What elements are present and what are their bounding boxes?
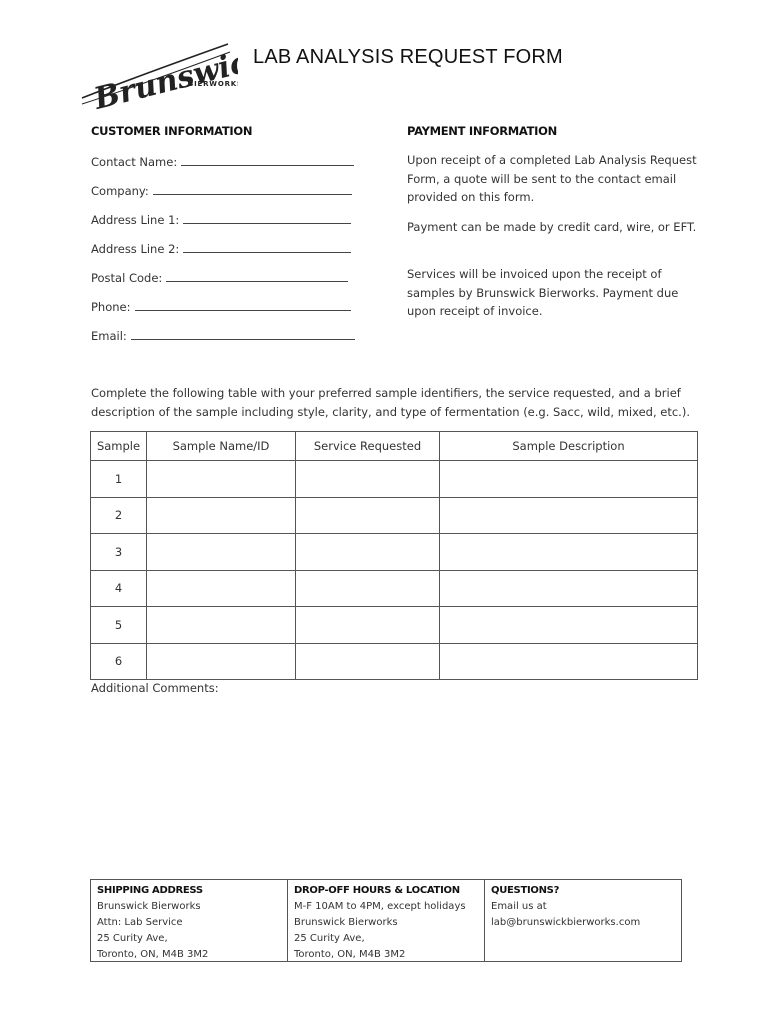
address-line-2-label: Address Line 2:: [91, 242, 180, 256]
contact-name-field[interactable]: [91, 153, 354, 169]
dropoff-line: Brunswick Bierworks: [294, 917, 398, 928]
col-header-description: Sample Description: [440, 432, 698, 461]
sample-description-cell[interactable]: [440, 497, 698, 534]
questions-email-link[interactable]: lab@brunswickbierworks.com: [491, 917, 641, 928]
shipping-address-section: [91, 880, 287, 961]
sample-name-cell[interactable]: [147, 607, 296, 644]
questions-line: Email us at: [491, 901, 547, 912]
shipping-line: Brunswick Bierworks: [97, 901, 201, 912]
payment-paragraph-quote: Upon receipt of a completed Lab Analysis Request Form, a quote will be sent to the contact email provided on this form.: [407, 153, 697, 204]
col-header-service: Service Requested: [296, 432, 440, 461]
sample-description-cell[interactable]: [440, 607, 698, 644]
service-requested-cell[interactable]: [296, 643, 440, 680]
payment-info-heading: PAYMENT INFORMATION: [407, 124, 557, 138]
phone-field[interactable]: [91, 298, 351, 314]
sample-number: 3: [91, 534, 147, 571]
sample-description-cell[interactable]: [440, 534, 698, 571]
address-line-1-field[interactable]: [91, 211, 351, 227]
table-row: [91, 461, 698, 498]
logo-subtext: BIERWORKS: [188, 80, 238, 88]
sample-name-cell[interactable]: [147, 497, 296, 534]
contact-info-box: [90, 879, 682, 962]
sample-number: 4: [91, 570, 147, 607]
dropoff-section: [287, 880, 484, 961]
col-header-sample: Sample: [91, 432, 147, 461]
sample-number: 1: [91, 461, 147, 498]
page-title: LAB ANALYSIS REQUEST FORM: [253, 46, 563, 68]
dropoff-line: M-F 10AM to 4PM, except holidays: [294, 901, 466, 912]
customer-info-heading: CUSTOMER INFORMATION: [91, 124, 253, 138]
payment-paragraph-methods: Payment can be made by credit card, wire, or EFT.: [407, 220, 697, 234]
shipping-line: 25 Curity Ave,: [97, 933, 168, 944]
questions-heading: QUESTIONS?: [491, 885, 560, 896]
service-requested-cell[interactable]: [296, 570, 440, 607]
payment-paragraph-invoice: Services will be invoiced upon the receipt of samples by Brunswick Bierworks. Payment due upon receipt of invoice.: [407, 267, 679, 318]
sample-description-cell[interactable]: [440, 461, 698, 498]
company-line[interactable]: [153, 182, 352, 195]
company-field[interactable]: [91, 182, 352, 198]
sample-description-cell[interactable]: [440, 570, 698, 607]
table-row: [91, 643, 698, 680]
table-row: [91, 534, 698, 571]
postal-code-field[interactable]: [91, 269, 348, 285]
email-label: Email:: [91, 329, 127, 343]
additional-comments-label: Additional Comments:: [91, 681, 219, 695]
service-requested-cell[interactable]: [296, 607, 440, 644]
address-line-2-line[interactable]: [183, 240, 351, 253]
address-line-1-label: Address Line 1:: [91, 213, 180, 227]
dropoff-line: 25 Curity Ave,: [294, 933, 365, 944]
address-line-1-line[interactable]: [183, 211, 351, 224]
sample-table: [90, 431, 698, 680]
sample-name-cell[interactable]: [147, 643, 296, 680]
logo-wordmark: Brunswick: [90, 39, 238, 112]
phone-line[interactable]: [135, 298, 351, 311]
contact-name-label: Contact Name:: [91, 155, 178, 169]
questions-section: [484, 880, 681, 961]
postal-code-label: Postal Code:: [91, 271, 163, 285]
postal-code-line[interactable]: [166, 269, 348, 282]
shipping-line: Attn: Lab Service: [97, 917, 183, 928]
shipping-line: Toronto, ON, M4B 3M2: [97, 949, 209, 960]
table-row: [91, 497, 698, 534]
email-field[interactable]: [91, 327, 355, 343]
service-requested-cell[interactable]: [296, 534, 440, 571]
sample-description-cell[interactable]: [440, 643, 698, 680]
col-header-sample-name: Sample Name/ID: [147, 432, 296, 461]
sample-name-cell[interactable]: [147, 534, 296, 571]
table-row: [91, 607, 698, 644]
sample-number: 2: [91, 497, 147, 534]
table-instructions: Complete the following table with your preferred sample identifiers, the service requested, and a brief description of the sample including style, clarity, and type of fermentation (e.g. Sacc, wild, mixed, etc.).: [91, 386, 690, 419]
shipping-heading: SHIPPING ADDRESS: [97, 885, 203, 896]
table-header-row: [91, 432, 698, 461]
brunswick-logo: [78, 36, 238, 112]
sample-number: 6: [91, 643, 147, 680]
table-row: [91, 570, 698, 607]
contact-name-line[interactable]: [181, 153, 354, 166]
sample-number: 5: [91, 607, 147, 644]
sample-name-cell[interactable]: [147, 461, 296, 498]
dropoff-heading: DROP-OFF HOURS & LOCATION: [294, 885, 460, 896]
service-requested-cell[interactable]: [296, 497, 440, 534]
sample-name-cell[interactable]: [147, 570, 296, 607]
phone-label: Phone:: [91, 300, 131, 314]
service-requested-cell[interactable]: [296, 461, 440, 498]
address-line-2-field[interactable]: [91, 240, 351, 256]
dropoff-line: Toronto, ON, M4B 3M2: [294, 949, 406, 960]
company-label: Company:: [91, 184, 149, 198]
email-line[interactable]: [131, 327, 355, 340]
